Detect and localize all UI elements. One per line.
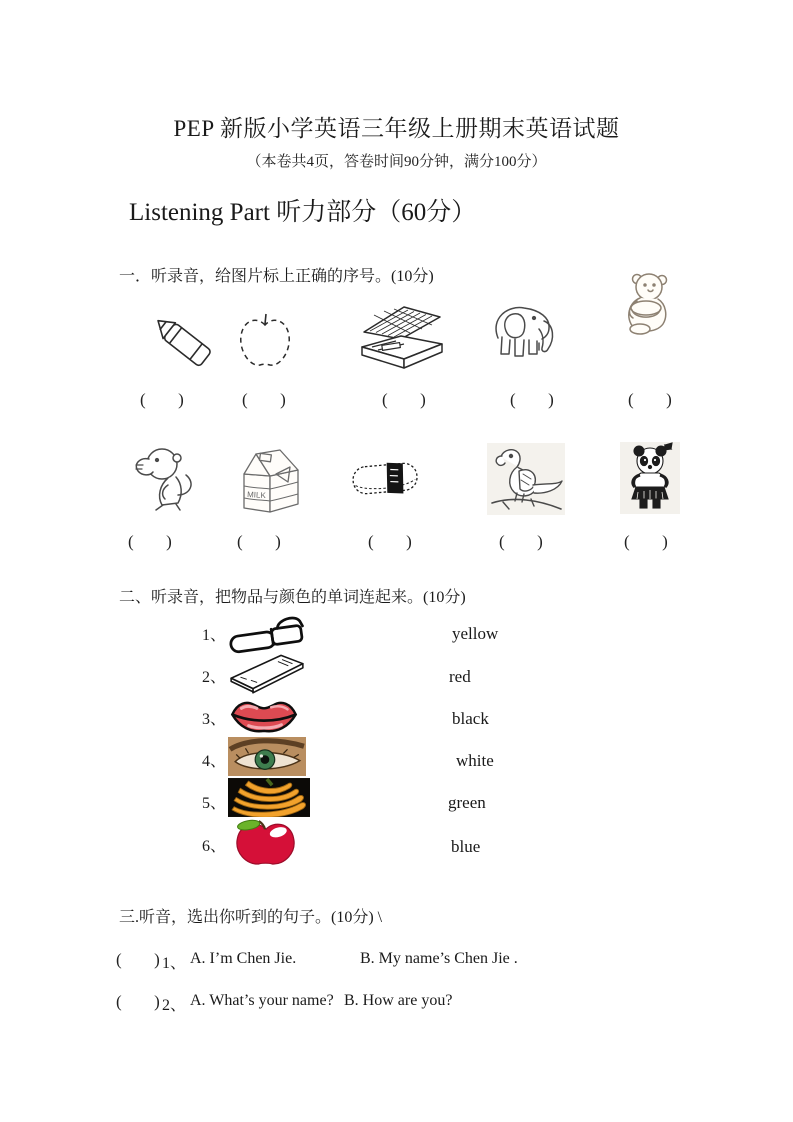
exam-subtitle: （本卷共4页，答卷时间90分钟，满分100分） bbox=[246, 154, 547, 170]
listening-part-heading: Listening Part 听力部分（60分） bbox=[129, 199, 477, 226]
match-item-number: 6、 bbox=[202, 838, 227, 855]
milk-label: MILK bbox=[246, 490, 267, 500]
color-word: yellow bbox=[452, 624, 499, 643]
option-b: B. My name’s Chen Jie . bbox=[360, 950, 518, 967]
apple-outline-image bbox=[236, 310, 294, 374]
option-a: A. I’m Chen Jie. bbox=[190, 950, 297, 967]
match-item-number: 4、 bbox=[202, 753, 227, 770]
parrot-image bbox=[487, 443, 565, 515]
color-word: white bbox=[456, 751, 494, 770]
option-a: A. What’s your name? bbox=[190, 992, 334, 1009]
option-b: B. How are you? bbox=[344, 992, 453, 1009]
answer-blank: ( ) bbox=[624, 532, 669, 551]
answer-blank: ( ) bbox=[128, 532, 173, 551]
answer-blank: ( ) bbox=[628, 390, 673, 409]
section1-heading: 一．听录音，给图片标上正确的序号。(10分) bbox=[119, 268, 434, 285]
section2-heading: 二、听录音，把物品与颜色的单词连起来。(10分) bbox=[119, 589, 466, 606]
elephant-image bbox=[482, 298, 560, 364]
question-number: 2、 bbox=[162, 997, 187, 1014]
match-item-number: 1、 bbox=[202, 627, 227, 644]
match-item-number: 3、 bbox=[202, 711, 227, 728]
section3-heading: 三.听音，选出你听到的句子。(10分) \ bbox=[119, 909, 383, 926]
question-number: 1、 bbox=[162, 955, 187, 972]
question-blank: ( ) bbox=[116, 992, 161, 1011]
answer-blank: ( ) bbox=[368, 532, 413, 551]
notebook-image bbox=[228, 650, 306, 694]
lips-image bbox=[228, 694, 300, 737]
pencil-box-image bbox=[354, 302, 444, 374]
answer-blank: ( ) bbox=[237, 532, 282, 551]
crayon-image bbox=[148, 308, 222, 378]
monkey-image bbox=[130, 443, 206, 513]
bananas-image bbox=[228, 778, 310, 817]
teddy-bear-image bbox=[610, 270, 684, 338]
eye-image bbox=[228, 737, 306, 776]
color-word: black bbox=[452, 709, 489, 728]
answer-blank: ( ) bbox=[382, 390, 427, 409]
milk-carton-image bbox=[236, 440, 304, 516]
color-word: red bbox=[449, 667, 471, 686]
eraser-image bbox=[346, 450, 424, 506]
color-word: blue bbox=[451, 837, 481, 856]
answer-blank: ( ) bbox=[510, 390, 555, 409]
match-item-number: 5、 bbox=[202, 795, 227, 812]
answer-blank: ( ) bbox=[242, 390, 287, 409]
question-blank: ( ) bbox=[116, 950, 161, 969]
color-word: green bbox=[448, 793, 486, 812]
answer-blank: ( ) bbox=[499, 532, 544, 551]
exam-title: PEP 新版小学英语三年级上册期末英语试题 bbox=[173, 116, 620, 141]
panda-image bbox=[620, 442, 680, 514]
red-apple-image bbox=[228, 819, 302, 866]
answer-blank: ( ) bbox=[140, 390, 185, 409]
match-item-number: 2、 bbox=[202, 669, 227, 686]
